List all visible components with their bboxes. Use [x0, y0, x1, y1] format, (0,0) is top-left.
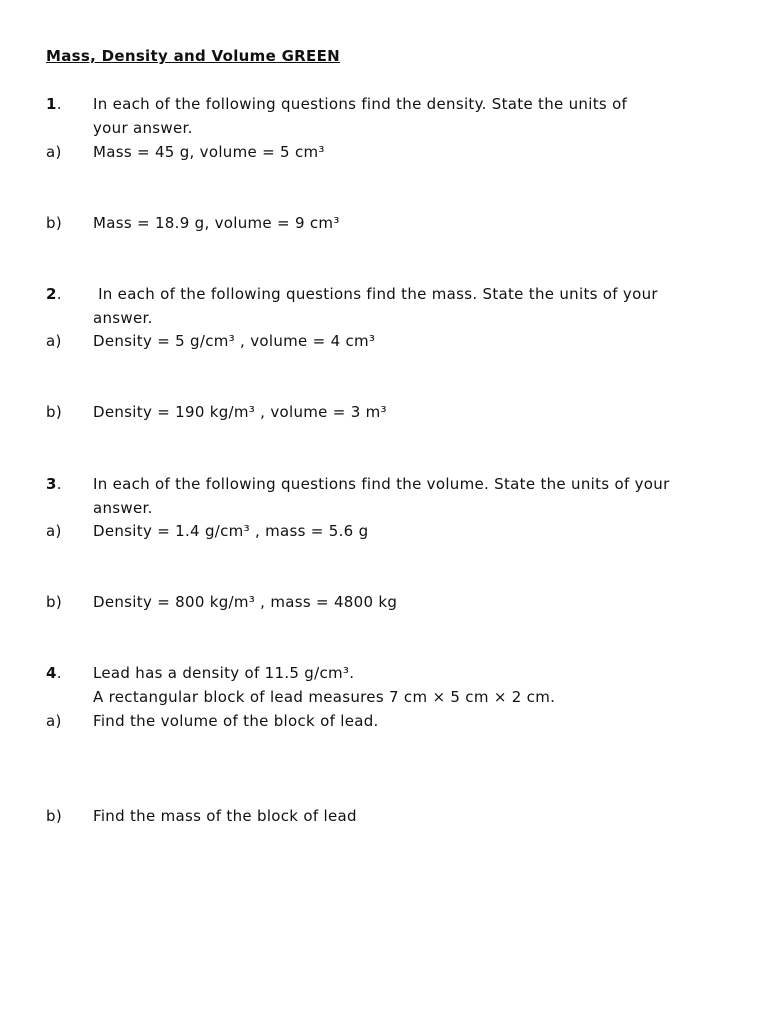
- question-1-prompt-line-1: In each of the following questions find the density. State the units of: [93, 95, 628, 113]
- question-4a-label: a): [46, 712, 62, 730]
- question-2-number: 2.: [46, 285, 62, 303]
- question-2-prompt-line-2: answer.: [93, 309, 153, 327]
- question-4b-label: b): [46, 807, 62, 825]
- question-4-prompt-line-2: A rectangular block of lead measures 7 cm × 5 cm × 2 cm.: [93, 688, 556, 706]
- question-3-prompt-line-2: answer.: [93, 499, 153, 517]
- question-2b-label: b): [46, 403, 62, 421]
- question-1a-label: a): [46, 143, 62, 161]
- question-4b-text: Find the mass of the block of lead: [93, 807, 357, 825]
- question-1b-text: Mass = 18.9 g, volume = 9 cm³: [93, 214, 340, 232]
- question-3-number: 3.: [46, 475, 62, 493]
- question-3-prompt-line-1: In each of the following questions find the volume. State the units of your: [93, 475, 670, 493]
- question-2b-text: Density = 190 kg/m³ , volume = 3 m³: [93, 403, 387, 421]
- question-2a-label: a): [46, 332, 62, 350]
- question-1-number: 1.: [46, 95, 62, 113]
- question-3a-text: Density = 1.4 g/cm³ , mass = 5.6 g: [93, 522, 369, 540]
- question-2-prompt-line-1: In each of the following questions find the mass. State the units of your: [93, 285, 658, 303]
- question-3a-label: a): [46, 522, 62, 540]
- question-4-number: 4.: [46, 664, 62, 682]
- question-1b-label: b): [46, 214, 62, 232]
- question-2a-text: Density = 5 g/cm³ , volume = 4 cm³: [93, 332, 376, 350]
- question-4a-text: Find the volume of the block of lead.: [93, 712, 379, 730]
- question-1-prompt-line-2: your answer.: [93, 119, 193, 137]
- question-1a-text: Mass = 45 g, volume = 5 cm³: [93, 143, 325, 161]
- question-3b-text: Density = 800 kg/m³ , mass = 4800 kg: [93, 593, 398, 611]
- question-3b-label: b): [46, 593, 62, 611]
- question-4-prompt-line-1: Lead has a density of 11.5 g/cm³.: [93, 664, 355, 682]
- worksheet-title: Mass, Density and Volume GREEN: [46, 47, 340, 65]
